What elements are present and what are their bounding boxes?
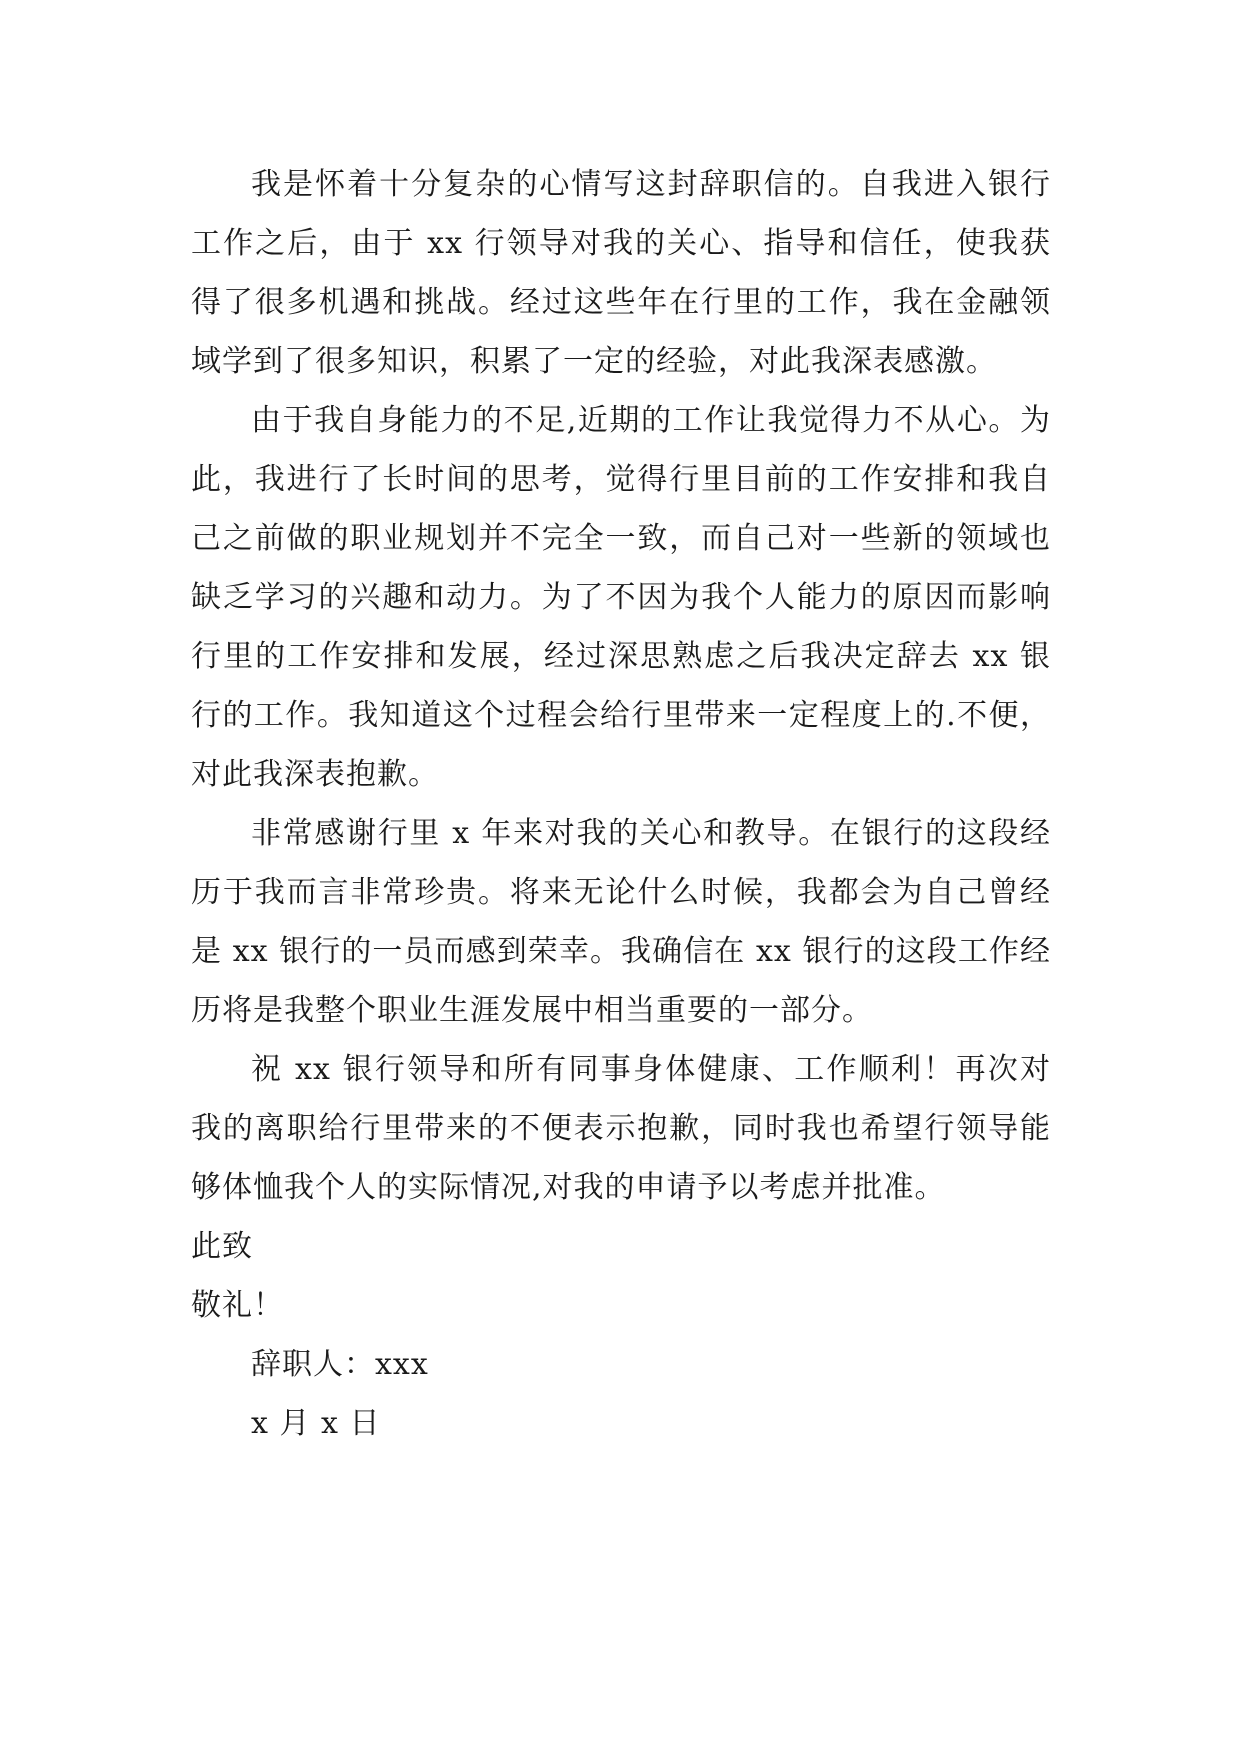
- date-line: x 月 x 日: [251, 1406, 381, 1441]
- paragraph-4: 祝 xx 银行领导和所有同事身体健康、工作顺利！再次对我的离职给行里带来的不便表示抱歉，同时我也希望行领导能够体恤我个人的实际情况,对我的申请予以考虑并批准。: [191, 1052, 1051, 1205]
- closing-salutation: 此致: [191, 1229, 253, 1264]
- letter-body: [191, 155, 1051, 1453]
- paragraph-1: 我是怀着十分复杂的心情写这封辞职信的。自我进入银行工作之后，由于 xx 行领导对我的关心、指导和信任，使我获得了很多机遇和挑战。经过这些年在行里的工作，我在金融领域学到了很多知识，积累了一定的经验，对此我深表感激。: [191, 167, 1051, 379]
- signature-line: 辞职人：xxx: [251, 1347, 429, 1382]
- paragraph-2: 由于我自身能力的不足,近期的工作让我觉得力不从心。为此，我进行了长时间的思考，觉得行里目前的工作安排和我自己之前做的职业规划并不完全一致，而自己对一些新的领域也缺乏学习的兴趣和动力。为了不因为我个人能力的原因而影响行里的工作安排和发展，经过深思熟虑之后我决定辞去 xx 银行的工作。我知道这个过程会给行里带来一定程度上的.不便，对此我深表抱歉。: [191, 403, 1051, 792]
- paragraph-3: 非常感谢行里 x 年来对我的关心和教导。在银行的这段经历于我而言非常珍贵。将来无论什么时候，我都会为自己曾经是 xx 银行的一员而感到荣幸。我确信在 xx 银行的这段工作经历将是我整个职业生涯发展中相当重要的一部分。: [191, 816, 1051, 1028]
- closing-regards: 敬礼！: [191, 1288, 284, 1323]
